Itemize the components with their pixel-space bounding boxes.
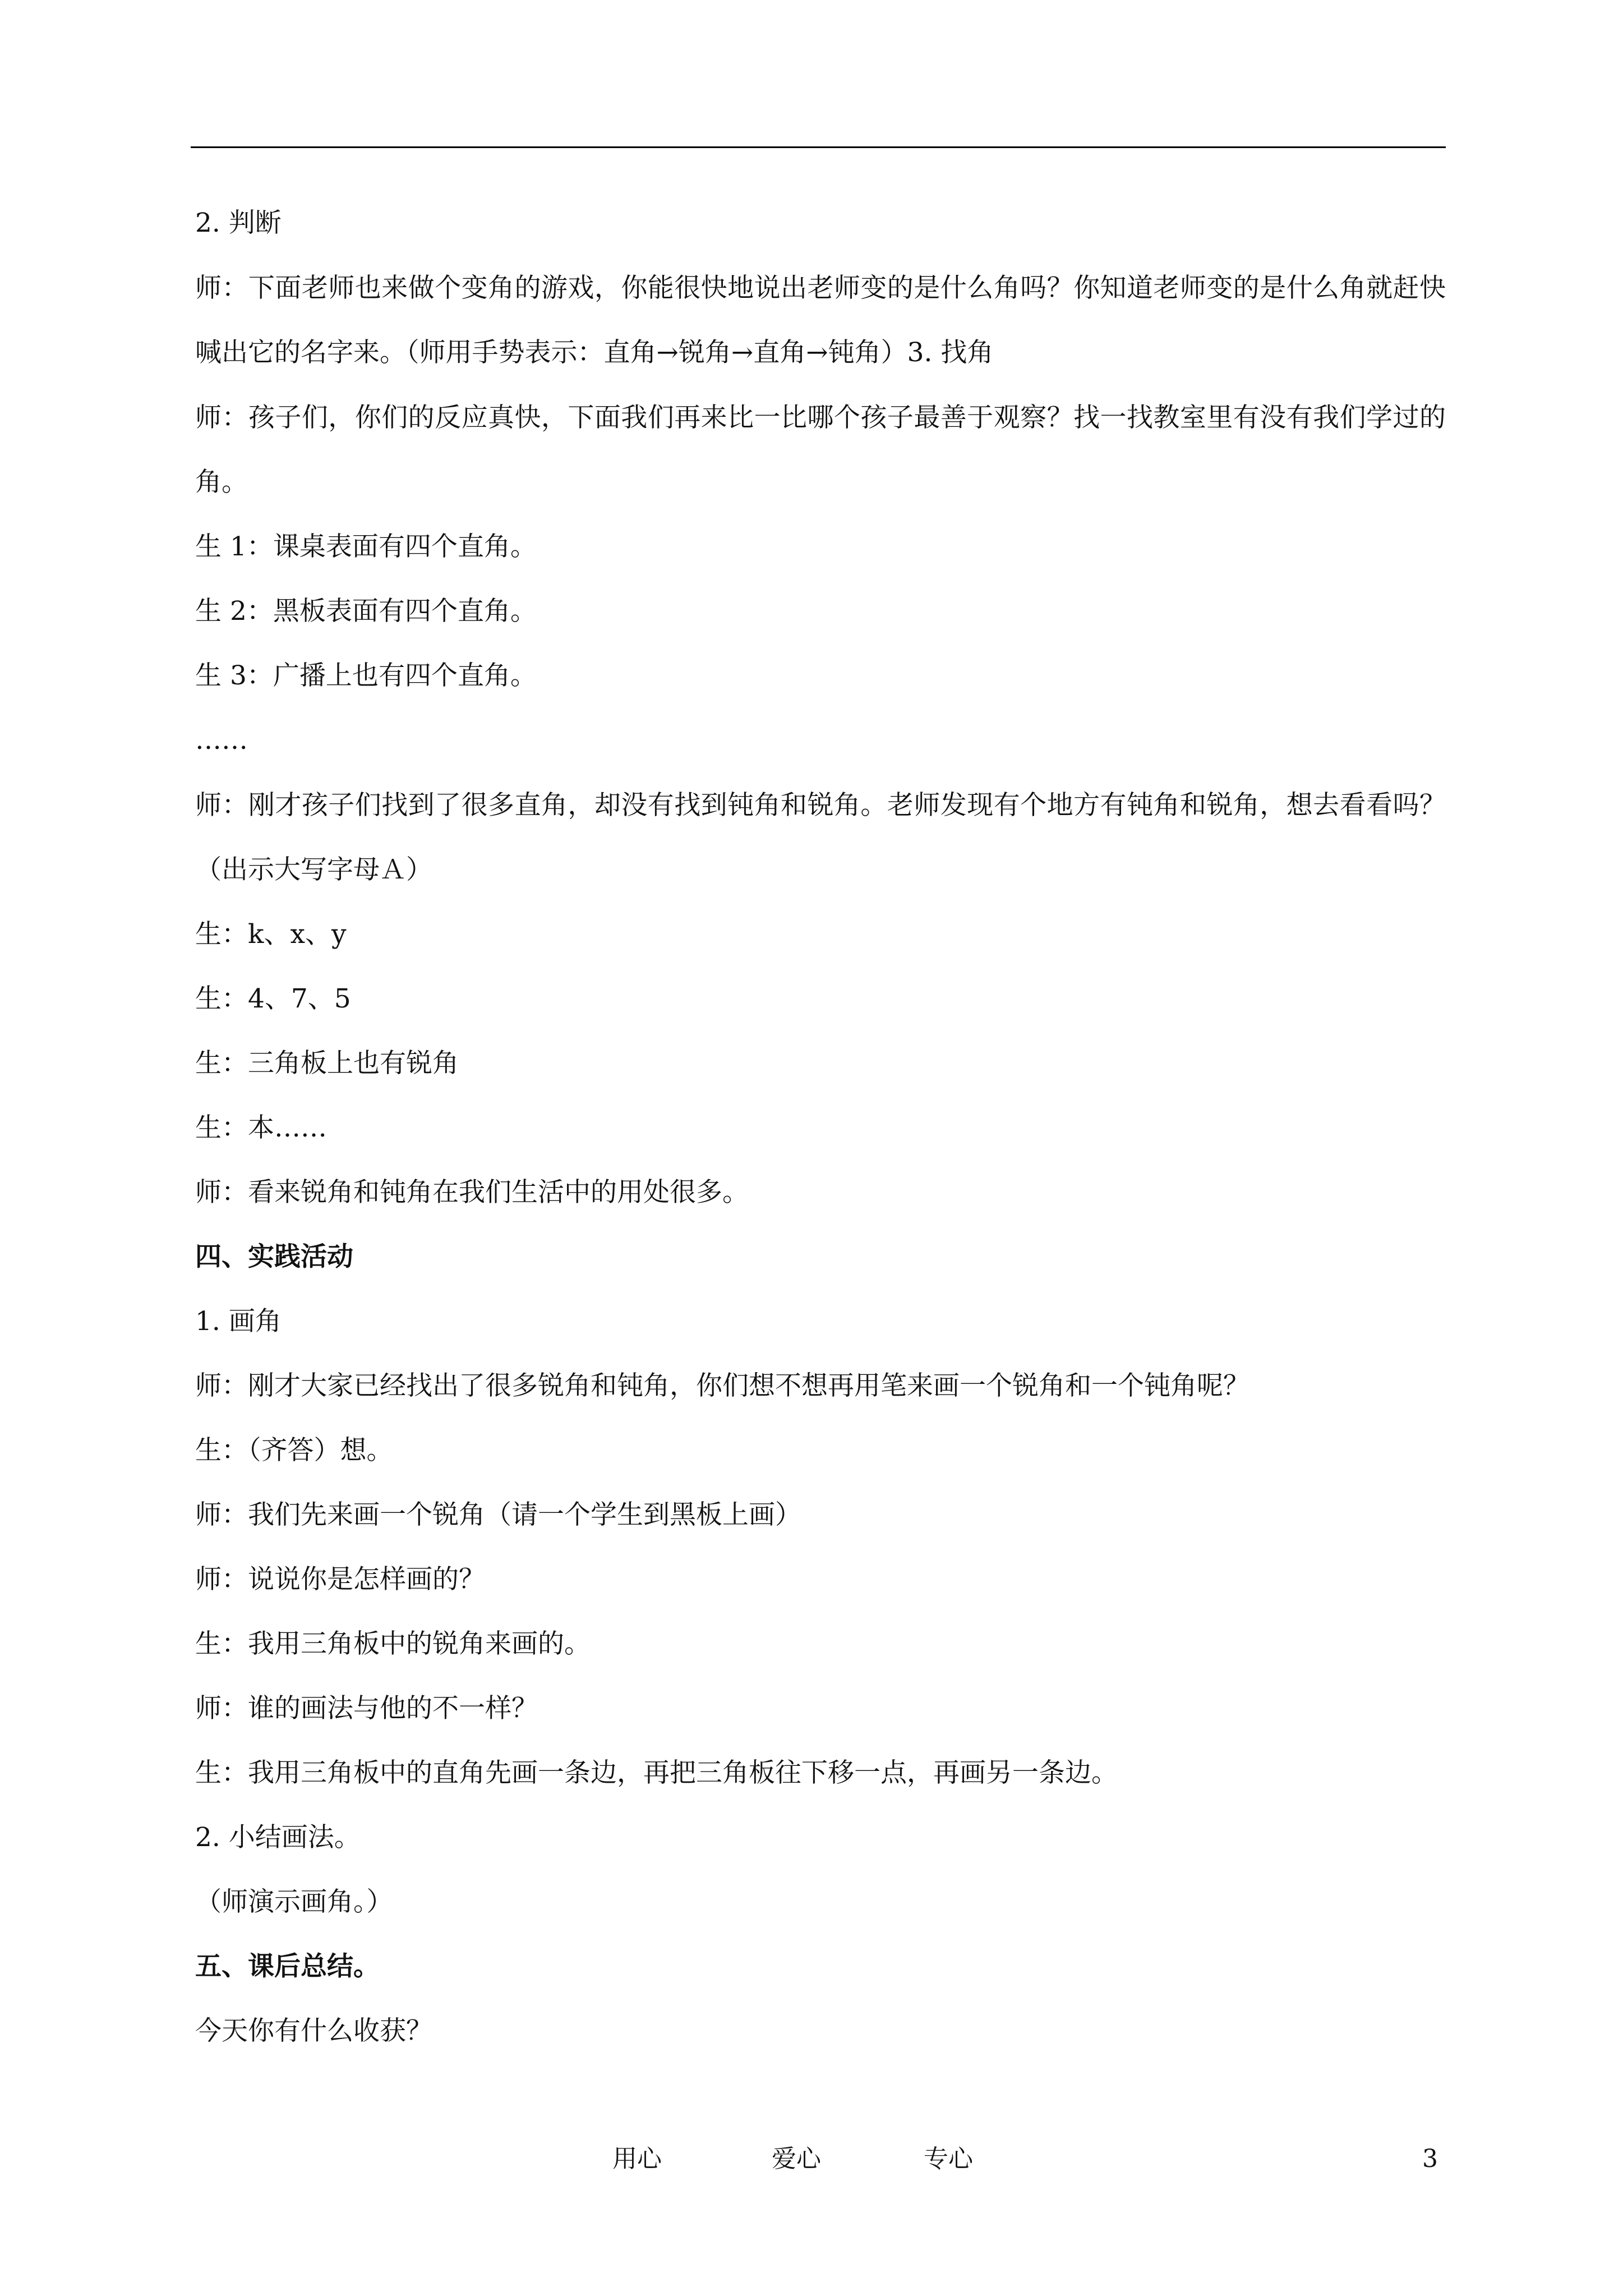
body-paragraph: 师：说说你是怎样画的？ — [195, 1564, 485, 1595]
body-paragraph: 生 3：广播上也有四个直角。 — [195, 660, 537, 691]
body-paragraph: 生：（齐答）想。 — [195, 1435, 393, 1466]
body-paragraph: 2. 判断 — [195, 208, 282, 238]
page-footer — [0, 2141, 1623, 2177]
body-paragraph: 生 2：黑板表面有四个直角。 — [195, 596, 537, 627]
footer-motto-1: 用心 — [612, 2145, 662, 2173]
body-paragraph: 生：本…… — [195, 1112, 327, 1143]
body-paragraph: 生：k、x、y — [195, 919, 347, 950]
body-paragraph: 师：孩子们，你们的反应真快，下面我们再来比一比哪个孩子最善于观察？找一找教室里有没有我们学过的角。 — [195, 402, 1446, 498]
footer-motto-2: 爱心 — [772, 2145, 821, 2173]
body-paragraph: 生：三角板上也有锐角 — [195, 1048, 459, 1079]
body-paragraph: 师：我们先来画一个锐角（请一个学生到黑板上画） — [195, 1499, 801, 1530]
body-paragraph: 生：4、7、5 — [195, 983, 351, 1014]
body-paragraph: 生 1：课桌表面有四个直角。 — [195, 531, 537, 562]
body-paragraph: 师：刚才孩子们找到了很多直角，却没有找到钝角和锐角。老师发现有个地方有钝角和锐角，想去看看吗？（出示大写字母Ａ） — [195, 790, 1446, 885]
header-rule — [191, 146, 1446, 148]
body-paragraph: （师演示画角。） — [195, 1887, 393, 1917]
body-paragraph: 师：刚才大家已经找出了很多锐角和钝角，你们想不想再用笔来画一个锐角和一个钝角呢？ — [195, 1370, 1249, 1401]
page-number: 3 — [1422, 2145, 1438, 2173]
section-heading: 四、实践活动 — [195, 1241, 353, 1272]
body-paragraph: 师：下面老师也来做个变角的游戏，你能很快地说出老师变的是什么角吗？你知道老师变的是什么角就赶快喊出它的名字来。（师用手势表示：直角→锐角→直角→钝角）3. 找角 — [195, 273, 1446, 368]
section-heading: 五、课后总结。 — [195, 1951, 380, 1982]
body-paragraph: 1. 画角 — [195, 1306, 282, 1337]
body-paragraph: …… — [195, 725, 248, 756]
body-paragraph: 师：谁的画法与他的不一样？ — [195, 1693, 538, 1724]
body-paragraph: 生：我用三角板中的锐角来画的。 — [195, 1628, 591, 1659]
body-paragraph: 师：看来锐角和钝角在我们生活中的用处很多。 — [195, 1177, 749, 1208]
body-paragraph: 生：我用三角板中的直角先画一条边，再把三角板往下移一点，再画另一条边。 — [195, 1757, 1118, 1788]
footer-motto-3: 专心 — [924, 2145, 973, 2173]
body-paragraph: 2. 小结画法。 — [195, 1822, 361, 1853]
body-paragraph: 今天你有什么收获？ — [195, 2016, 432, 2046]
document-body — [195, 205, 1446, 2078]
